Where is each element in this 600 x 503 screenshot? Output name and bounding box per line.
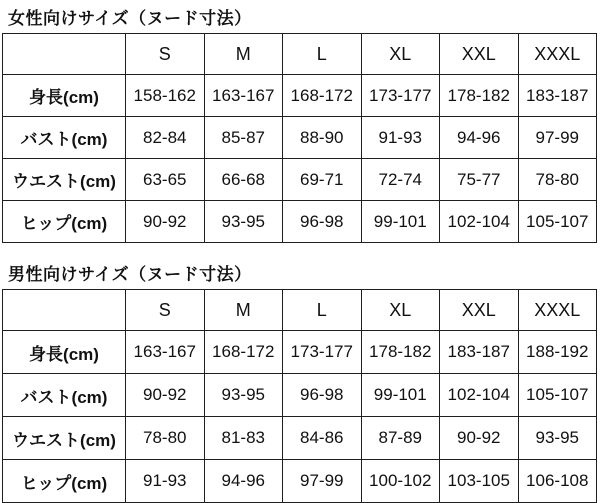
column-header-xxxl: XXXL (518, 290, 597, 331)
column-header-xxl: XXL (440, 34, 519, 75)
size-cell: 93-95 (518, 417, 597, 460)
table-row-hip (3, 460, 597, 503)
size-cell: 168-172 (204, 331, 283, 374)
size-cell: 99-101 (361, 201, 440, 243)
size-cell: 90-92 (440, 417, 519, 460)
column-header-xl: XL (361, 290, 440, 331)
size-cell: 91-93 (361, 117, 440, 159)
size-cell: 66-68 (204, 159, 283, 201)
size-cell: 178-182 (440, 75, 519, 117)
mens-table-title: 男性向けサイズ（ヌード寸法） (8, 265, 252, 284)
size-cell: 183-187 (440, 331, 519, 374)
table-row-height (3, 75, 597, 117)
size-cell: 178-182 (361, 331, 440, 374)
womens-size-table (2, 33, 597, 243)
corner-cell (3, 290, 126, 331)
table-row-waist (3, 417, 597, 460)
size-cell: 93-95 (204, 201, 283, 243)
size-cell: 63-65 (126, 159, 205, 201)
size-cell: 105-107 (518, 201, 597, 243)
row-label-bust: バスト(cm) (3, 374, 126, 417)
row-label-height: 身長(cm) (3, 75, 126, 117)
size-cell: 82-84 (126, 117, 205, 159)
table-row-height (3, 331, 597, 374)
size-cell: 69-71 (283, 159, 362, 201)
size-cell: 85-87 (204, 117, 283, 159)
corner-cell (3, 34, 126, 75)
size-cell: 158-162 (126, 75, 205, 117)
column-header-xxxl: XXXL (518, 34, 597, 75)
table-row-bust (3, 374, 597, 417)
size-cell: 93-95 (204, 374, 283, 417)
column-header-s: S (126, 34, 205, 75)
size-cell: 100-102 (361, 460, 440, 503)
size-cell: 96-98 (283, 201, 362, 243)
column-header-m: M (204, 34, 283, 75)
size-cell: 96-98 (283, 374, 362, 417)
table-row-bust (3, 117, 597, 159)
header-row (3, 34, 597, 75)
size-cell: 87-89 (361, 417, 440, 460)
size-cell: 72-74 (361, 159, 440, 201)
size-cell: 173-177 (361, 75, 440, 117)
size-cell: 106-108 (518, 460, 597, 503)
size-cell: 90-92 (126, 201, 205, 243)
womens-size-section (0, 0, 600, 243)
size-cell: 75-77 (440, 159, 519, 201)
size-cell: 102-104 (440, 201, 519, 243)
size-cell: 94-96 (440, 117, 519, 159)
column-header-s: S (126, 290, 205, 331)
size-cell: 88-90 (283, 117, 362, 159)
size-cell: 99-101 (361, 374, 440, 417)
size-cell: 84-86 (283, 417, 362, 460)
size-cell: 105-107 (518, 374, 597, 417)
size-cell: 163-167 (126, 331, 205, 374)
size-cell: 97-99 (283, 460, 362, 503)
column-header-l: L (283, 290, 362, 331)
size-cell: 102-104 (440, 374, 519, 417)
size-cell: 97-99 (518, 117, 597, 159)
mens-size-table (2, 289, 597, 503)
column-header-l: L (283, 34, 362, 75)
header-row (3, 290, 597, 331)
mens-size-section (0, 243, 600, 503)
size-cell: 78-80 (126, 417, 205, 460)
size-cell: 90-92 (126, 374, 205, 417)
row-label-waist: ウエスト(cm) (3, 417, 126, 460)
size-cell: 188-192 (518, 331, 597, 374)
size-cell: 81-83 (204, 417, 283, 460)
table-row-hip (3, 201, 597, 243)
row-label-hip: ヒップ(cm) (3, 460, 126, 503)
size-cell: 94-96 (204, 460, 283, 503)
row-label-waist: ウエスト(cm) (3, 159, 126, 201)
size-cell: 173-177 (283, 331, 362, 374)
size-cell: 78-80 (518, 159, 597, 201)
row-label-hip: ヒップ(cm) (3, 201, 126, 243)
column-header-xl: XL (361, 34, 440, 75)
size-cell: 183-187 (518, 75, 597, 117)
size-cell: 91-93 (126, 460, 205, 503)
column-header-xxl: XXL (440, 290, 519, 331)
table-row-waist (3, 159, 597, 201)
size-cell: 168-172 (283, 75, 362, 117)
row-label-bust: バスト(cm) (3, 117, 126, 159)
womens-table-title: 女性向けサイズ（ヌード寸法） (8, 9, 252, 28)
size-cell: 163-167 (204, 75, 283, 117)
row-label-height: 身長(cm) (3, 331, 126, 374)
column-header-m: M (204, 290, 283, 331)
size-cell: 103-105 (440, 460, 519, 503)
